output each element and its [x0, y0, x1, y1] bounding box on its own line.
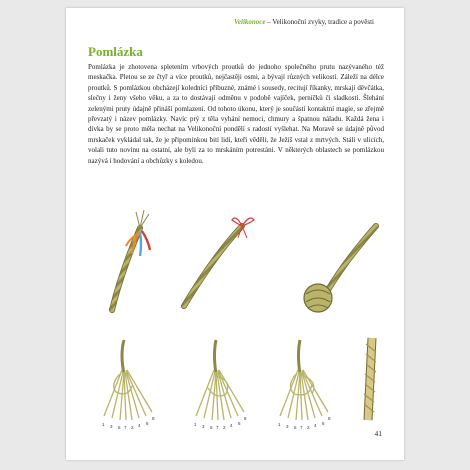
strand-label: 2 — [307, 425, 310, 430]
strand-label: 7 — [216, 425, 219, 430]
strand-label: 3 — [110, 424, 113, 429]
running-head-section: Velikonoce — [234, 18, 266, 26]
strand-label: 7 — [300, 425, 303, 430]
strand-label: 4 — [138, 423, 141, 428]
strand-label: 7 — [124, 425, 127, 430]
strand-label: 5 — [210, 425, 213, 430]
strand-label: 8 — [244, 416, 247, 421]
strand-labels-step-2 — [194, 416, 247, 430]
strand-label: 2 — [131, 425, 134, 430]
strand-labels-step-1 — [102, 416, 155, 430]
strand-label: 2 — [223, 425, 226, 430]
strand-label: 1 — [102, 422, 105, 427]
braiding-step-2-drawing — [196, 340, 244, 420]
pomlazka-with-bow-drawing — [184, 218, 254, 306]
strand-labels-step-3 — [278, 416, 331, 430]
strand-label: 4 — [314, 423, 317, 428]
page-number: 41 — [374, 429, 382, 438]
strand-label: 5 — [118, 425, 121, 430]
article-body: Pomlázka je zhotovena spletením vrbových proutků do jednoho společného prutu nazývaného též meskačka. Pletou se ze čtyř a více proutků, nejčastěji osmi, a bývají různých velikostí. Záleží na délce proutků. S pomlázkou obcházejí koledníci příbuzné, známé i sousedy, recitují říkanky, mrskají děvčátka, slečny i ženy všeho věku, a za to dostávají odměnu v podobě vajíček, perníčků či sladkostí. Šlehání zelenými pruty údajně přináší pomlazení. Od tohoto úkonu, který je součástí kontaktní magie, se zřejmě převzatý i název pomlázky. Navíc prý z těla vyhání nemoci, chmury a špatnou náladu. Každá žena i dívka by se proto měla nechat na Velikonoční pondělí s radostí vyšlehat. Na Moravě se údajně původ mrskaček vykládal tak, že je připomínkou bití lidí, kteří věděli, že Ježíš vstal z mrtvých. Stáli v ulicích, volali tuto novinu na ostatní, ale byli za to mrskáním potrestáni. V některých oblastech se pomlázkou nazývá i hodování a obchůzky s koledou. — [88, 63, 384, 165]
braiding-step-1-drawing — [104, 340, 152, 420]
strand-label: 6 — [322, 421, 325, 426]
strand-label: 8 — [152, 416, 155, 421]
pomlazka-knot-handle-drawing — [304, 226, 376, 312]
strand-label: 1 — [194, 422, 197, 427]
pomlazka-illustrations — [66, 198, 404, 438]
strand-label: 5 — [294, 425, 297, 430]
running-head — [234, 18, 374, 26]
strand-label: 3 — [202, 424, 205, 429]
strand-label: 6 — [146, 421, 149, 426]
strand-label: 3 — [286, 424, 289, 429]
strand-label: 8 — [328, 416, 331, 421]
running-head-subtitle: – Velikonoční zvyky, tradice a pověsti — [265, 18, 374, 26]
book-page — [66, 8, 404, 460]
finished-braid-drawing — [364, 338, 376, 420]
strand-label: 1 — [278, 422, 281, 427]
strand-label: 6 — [238, 421, 241, 426]
braiding-step-3-drawing — [280, 340, 328, 420]
pomlazka-with-ribbons-drawing — [112, 210, 150, 310]
strand-label: 4 — [230, 423, 233, 428]
article-title: Pomlázka — [88, 44, 143, 59]
